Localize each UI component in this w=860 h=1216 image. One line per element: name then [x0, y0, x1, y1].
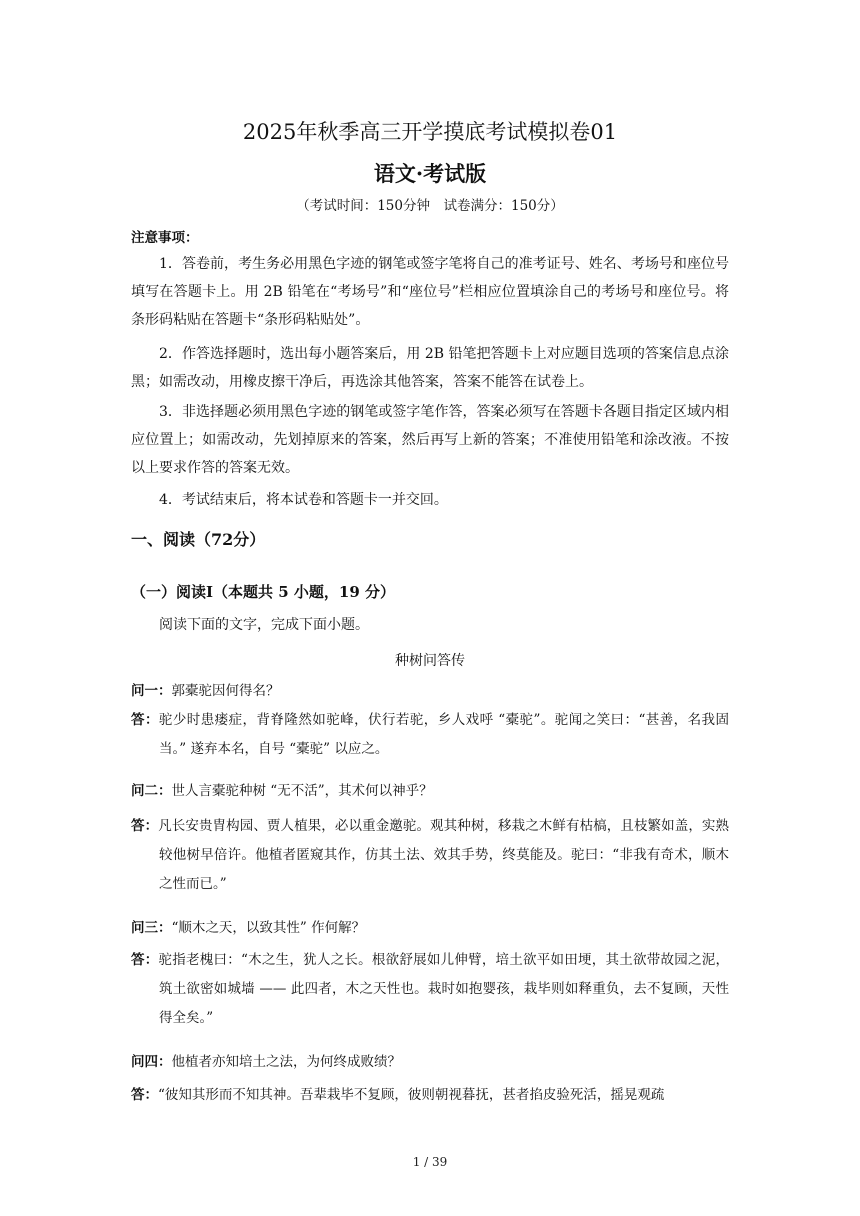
- answer-label: 答：: [131, 712, 159, 728]
- question-label: 问二：: [131, 783, 172, 799]
- notice-item-4: 4．考试结束后，将本试卷和答题卡一并交回。: [159, 492, 448, 508]
- question-4: [131, 1048, 729, 1077]
- answer-text: “彼知其形而不知其神。吾辈栽毕不复顾，彼则朝视暮抚，甚者掐皮验死活，摇晃观疏: [158, 1087, 665, 1103]
- question-label: 问四：: [131, 1054, 172, 1070]
- notice-item-1: 1．答卷前，考生务必用黑色字迹的钢笔或签字笔将自己的准考证号、姓名、考场号和座位号填写在答题卡上。用 2B 铅笔在“考场号”和“座位号”栏相应位置填涂自己的考场号和座位号。将条形码粘贴在答题卡“条形码粘贴处”。: [131, 256, 729, 328]
- question-2: [131, 777, 729, 806]
- exam-title: 2025年秋季高三开学摸底考试模拟卷01: [242, 120, 618, 144]
- answer-label: 答：: [131, 1087, 158, 1103]
- answer-text: 凡长安贵胄构园、贾人植果，必以重金邀驼。观其种树，移栽之木鲜有枯槁，且枝繁如盖，实熟较他树早倍许。他植者匿窥其作，仿其土法、效其手势，终莫能及。驼曰：“非我有奇术，顺木之性而已。”: [158, 818, 730, 892]
- exam-meta: （考试时间：150分钟 试卷满分：150分）: [296, 198, 564, 214]
- notice-item-3: 3．非选择题必须用黑色字迹的钢笔或签字笔作答，答案必须写在答题卡各题目指定区域内相应位置上；如需改动，先划掉原来的答案，然后再写上新的答案；不准使用铅笔和涂改液。不按以上要求作答的答案无效。: [131, 404, 729, 476]
- question-text: 郭橐驼因何得名？: [171, 683, 280, 699]
- answer-text: 驼指老槐曰：“木之生，犹人之长。根欲舒展如儿伸臂，培土欲平如田埂，其土欲带故园之泥，筑土欲密如城墙 —— 此四者，木之天性也。栽时如抱婴孩，栽毕则如释重负，去不复顾，天性得全矣。”: [158, 952, 730, 1026]
- answer-4: [131, 1081, 729, 1110]
- subsection-heading: （一）阅读I（本题共 5 小题，19 分）: [131, 583, 395, 601]
- answer-2: [131, 812, 729, 899]
- question-text: 他植者亦知培土之法，为何终成败绩？: [171, 1054, 401, 1070]
- answer-3: [131, 946, 729, 1033]
- question-text: “顺木之天，以致其性” 作何解？: [171, 920, 366, 936]
- question-text: 世人言橐驼种树 “无不活”，其术何以神乎？: [171, 783, 433, 799]
- answer-text: 驼少时患瘘症，背脊隆然如驼峰，伏行若驼，乡人戏呼 “橐驼”。驼闻之笑曰：“甚善，名我固当。” 遂弃本名，自号 “橐驼” 以应之。: [158, 712, 729, 757]
- reading-instruction: 阅读下面的文字，完成下面小题。: [159, 617, 369, 633]
- notice-item-2: 2．作答选择题时，选出每小题答案后，用 2B 铅笔把答题卡上对应题目选项的答案信息点涂黑；如需改动，用橡皮擦干净后，再选涂其他答案，答案不能答在试卷上。: [131, 346, 729, 390]
- page-number: 1 / 39: [412, 1155, 448, 1169]
- section-heading: 一、阅读（72分）: [131, 530, 266, 549]
- answer-1: [131, 706, 729, 764]
- answer-label: 答：: [131, 952, 159, 968]
- passage-title: 种树问答传: [395, 653, 465, 669]
- exam-subtitle: 语文·考试版: [373, 161, 487, 186]
- answer-label: 答：: [131, 818, 159, 834]
- question-label: 问三：: [131, 920, 172, 936]
- question-1: [131, 677, 729, 706]
- question-label: 问一：: [131, 683, 172, 699]
- notice-heading: 注意事项：: [131, 230, 199, 246]
- question-3: [131, 914, 729, 943]
